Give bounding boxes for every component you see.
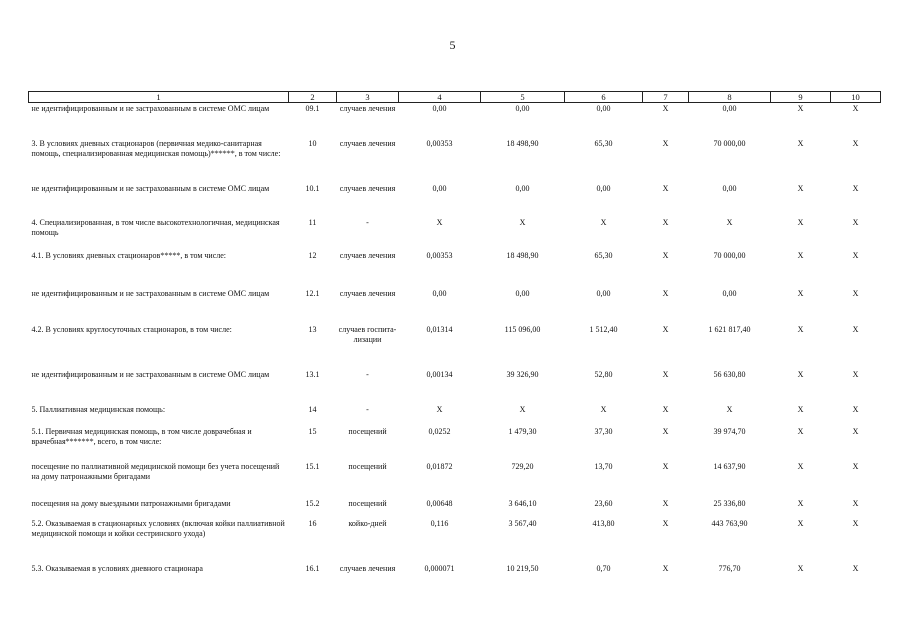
value-cell: 52,80 [594, 369, 613, 379]
value-cell: X [797, 461, 804, 471]
value-cell: 56 630,80 [713, 369, 746, 379]
header-cell: 9 [771, 92, 831, 103]
value-cell: X [662, 183, 669, 193]
value-cell: 18 498,90 [506, 138, 539, 148]
value-cell: X [797, 217, 804, 227]
row-name-cell: 4. Специализированная, в том числе высокотехнологичная, медицинская помощь [31, 217, 280, 237]
row-name-cell: 4.1. В условиях дневных стационаров*****, в том числе: [31, 250, 227, 260]
row-unit-cell: случаев лечения [339, 250, 396, 260]
value-cell: 0,000071 [424, 563, 455, 573]
value-cell: X [662, 461, 669, 471]
value-cell: 0,00 [722, 104, 737, 113]
value-cell: 18 498,90 [506, 250, 539, 260]
value-cell: X [797, 498, 804, 508]
value-cell: 0,00 [722, 288, 737, 298]
table-body [29, 103, 881, 593]
value-cell: X [852, 498, 859, 508]
value-cell: 13,70 [594, 461, 613, 471]
row-unit-cell: посещений [348, 461, 387, 471]
value-cell: 0,00 [596, 104, 611, 113]
table-row [29, 183, 881, 217]
value-cell: X [662, 217, 669, 227]
row-code-cell: 13 [308, 324, 317, 334]
value-cell: 3 646,10 [508, 498, 537, 508]
row-unit-cell: посещений [348, 498, 387, 508]
value-cell: X [797, 369, 804, 379]
row-code-cell: 13.1 [305, 369, 320, 379]
value-cell: X [662, 250, 669, 260]
row-code-cell: 10.1 [305, 183, 320, 193]
value-cell: X [726, 404, 733, 414]
value-cell: 70 000,00 [713, 250, 746, 260]
row-unit-cell: случаев лечения [339, 183, 396, 193]
row-name-cell: 5.1. Первичная медицинская помощь, в том числе доврачебная и врачебная*******, всего, в том числе: [31, 426, 252, 446]
value-cell: X [852, 324, 859, 334]
row-code-cell: 15.1 [305, 461, 320, 471]
data-table [28, 91, 881, 593]
value-cell: X [852, 104, 859, 113]
value-cell: 0,00 [596, 183, 611, 193]
row-code-cell: 16.1 [305, 563, 320, 573]
value-cell: X [726, 217, 733, 227]
row-unit-cell: случаев лечения [339, 138, 396, 148]
value-cell: 443 763,90 [711, 518, 748, 528]
row-unit-cell: случаев лечения [339, 104, 396, 113]
value-cell: 0,00 [432, 104, 447, 113]
value-cell: X [662, 498, 669, 508]
header-cell: 7 [643, 92, 689, 103]
table-row [29, 563, 881, 593]
value-cell: X [797, 250, 804, 260]
header-cell: 3 [337, 92, 399, 103]
value-cell: 0,00 [722, 183, 737, 193]
value-cell: X [662, 369, 669, 379]
value-cell: X [852, 217, 859, 227]
value-cell: 0,70 [596, 563, 611, 573]
row-name-cell: посещение по паллиативной медицинской помощи без учета посещений на дому патронажными бригадами [31, 461, 280, 481]
value-cell: 729,20 [511, 461, 534, 471]
value-cell: X [519, 217, 526, 227]
value-cell: X [852, 288, 859, 298]
row-name-cell: не идентифицированным и не застрахованным в системе ОМС лицам [31, 288, 270, 298]
value-cell: 776,70 [718, 563, 741, 573]
page-number: 5 [449, 38, 456, 52]
row-name-cell: 3. В условиях дневных стационаров (первичная медико-санитарная помощь, специализированная медицинская помощь)******, в том числе: [31, 138, 281, 158]
value-cell: X [600, 217, 607, 227]
value-cell: X [797, 183, 804, 193]
row-code-cell: 16 [308, 518, 317, 528]
value-cell: 3 567,40 [508, 518, 537, 528]
value-cell: X [797, 138, 804, 148]
row-unit-cell: - [366, 404, 369, 414]
table-row [29, 498, 881, 518]
table-row [29, 217, 881, 250]
row-unit-cell: случаев лечения [339, 563, 396, 573]
value-cell: X [662, 288, 669, 298]
header-cell: 1 [29, 92, 289, 103]
value-cell: 0,00 [515, 104, 530, 113]
value-cell: X [797, 563, 804, 573]
value-cell: X [797, 324, 804, 334]
value-cell: X [662, 324, 669, 334]
value-cell: X [852, 563, 859, 573]
table-row [29, 288, 881, 324]
row-unit-cell: - [366, 217, 369, 227]
table-row [29, 138, 881, 183]
row-name-cell: 5. Паллиативная медицинская помощь: [31, 404, 166, 414]
value-cell: 37,30 [594, 426, 613, 436]
value-cell: 0,00 [432, 183, 447, 193]
value-cell: X [852, 138, 859, 148]
value-cell: X [852, 461, 859, 471]
row-unit-cell: случаев лечения [339, 288, 396, 298]
value-cell: X [852, 369, 859, 379]
value-cell: X [797, 518, 804, 528]
value-cell: X [600, 404, 607, 414]
value-cell: X [519, 404, 526, 414]
value-cell: X [852, 426, 859, 436]
value-cell: X [852, 404, 859, 414]
value-cell: 0,0252 [428, 426, 451, 436]
value-cell: X [852, 183, 859, 193]
value-cell: 115 096,00 [504, 324, 541, 334]
value-cell: 0,00 [515, 288, 530, 298]
row-unit-cell: койко-дней [348, 518, 387, 528]
table-row [29, 250, 881, 288]
value-cell: 65,30 [594, 138, 613, 148]
row-code-cell: 12 [308, 250, 317, 260]
value-cell: 39 326,90 [506, 369, 539, 379]
value-cell: X [797, 104, 804, 113]
row-unit-cell: посещений [348, 426, 387, 436]
header-cell: 4 [399, 92, 481, 103]
row-name-cell: посещения на дому выездными патронажными бригадами [31, 498, 231, 508]
table-row [29, 461, 881, 498]
value-cell: 0,00353 [426, 138, 453, 148]
row-name-cell: 5.3. Оказываемая в условиях дневного стационара [31, 563, 203, 573]
value-cell: 0,00 [515, 183, 530, 193]
value-cell: 0,00648 [426, 498, 453, 508]
value-cell: 1 621 817,40 [708, 324, 751, 334]
header-row [29, 92, 881, 103]
row-code-cell: 11 [308, 217, 317, 227]
value-cell: X [662, 104, 669, 113]
row-code-cell: 14 [308, 404, 317, 414]
value-cell: 0,00353 [426, 250, 453, 260]
value-cell: X [662, 404, 669, 414]
value-cell: 0,01872 [426, 461, 453, 471]
value-cell: 23,60 [594, 498, 613, 508]
header-cell: 8 [689, 92, 771, 103]
value-cell: X [436, 404, 443, 414]
table-row [29, 518, 881, 563]
header-cell: 10 [831, 92, 881, 103]
row-code-cell: 09.1 [305, 104, 320, 113]
table-row [29, 324, 881, 369]
row-code-cell: 10 [308, 138, 317, 148]
row-name-cell: не идентифицированным и не застрахованным в системе ОМС лицам [31, 104, 270, 113]
row-name-cell: не идентифицированным и не застрахованным в системе ОМС лицам [31, 369, 270, 379]
row-code-cell: 15 [308, 426, 317, 436]
table-row [29, 103, 881, 138]
value-cell: 0,00 [432, 288, 447, 298]
value-cell: 0,00134 [426, 369, 453, 379]
row-name-cell: 4.2. В условиях круглосуточных стационаров, в том числе: [31, 324, 232, 334]
value-cell: 413,80 [592, 518, 615, 528]
table-row [29, 426, 881, 461]
value-cell: 0,01314 [426, 324, 453, 334]
table-row [29, 369, 881, 404]
value-cell: 1 479,30 [508, 426, 537, 436]
value-cell: X [797, 404, 804, 414]
value-cell: X [662, 138, 669, 148]
row-name-cell: не идентифицированным и не застрахованным в системе ОМС лицам [31, 183, 270, 193]
value-cell: 39 974,70 [713, 426, 746, 436]
row-code-cell: 12.1 [305, 288, 320, 298]
row-code-cell: 15.2 [305, 498, 320, 508]
value-cell: X [797, 426, 804, 436]
header-cell: 6 [565, 92, 643, 103]
value-cell: X [662, 518, 669, 528]
row-unit-cell: - [366, 369, 369, 379]
header-cell: 2 [289, 92, 337, 103]
value-cell: X [852, 518, 859, 528]
value-cell: 65,30 [594, 250, 613, 260]
value-cell: 10 219,50 [506, 563, 539, 573]
table-row [29, 404, 881, 426]
value-cell: 14 637,90 [713, 461, 746, 471]
value-cell: 70 000,00 [713, 138, 746, 148]
value-cell: X [797, 288, 804, 298]
value-cell: 0,00 [596, 288, 611, 298]
value-cell: X [436, 217, 443, 227]
value-cell: 25 336,80 [713, 498, 746, 508]
value-cell: 1 512,40 [589, 324, 618, 334]
row-name-cell: 5.2. Оказываемая в стационарных условиях (включая койки паллиативной медицинской помощи и койки сестринского ухода) [31, 518, 285, 538]
header-cell: 5 [481, 92, 565, 103]
value-cell: X [662, 426, 669, 436]
value-cell: X [852, 250, 859, 260]
value-cell: 0,116 [430, 518, 449, 528]
value-cell: X [662, 563, 669, 573]
row-unit-cell: случаев госпита-лизации [338, 324, 397, 344]
